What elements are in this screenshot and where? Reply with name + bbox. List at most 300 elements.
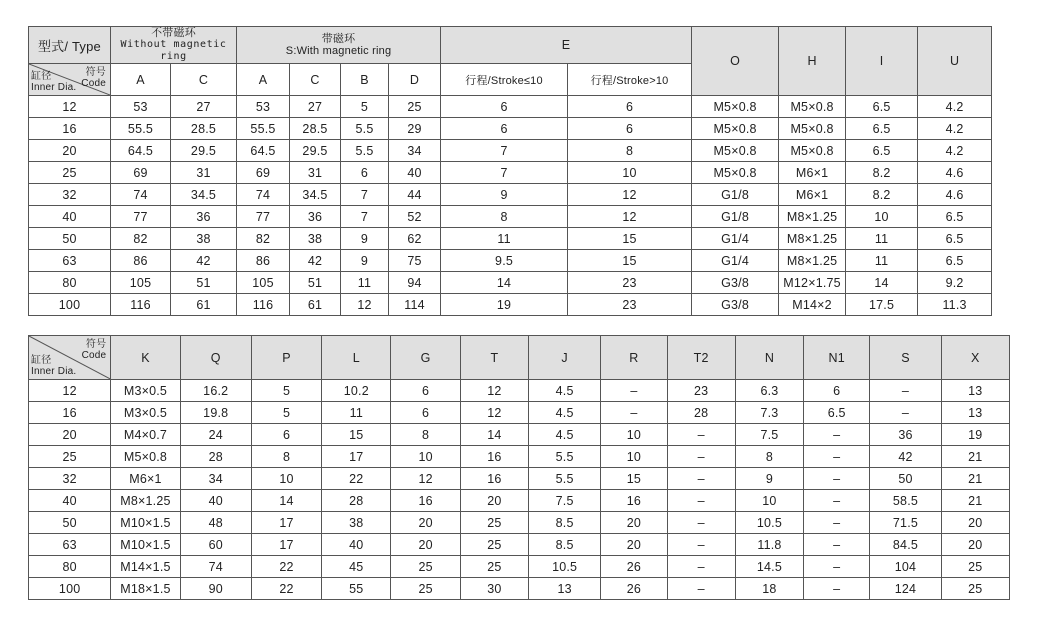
table-cell: 31 — [171, 162, 237, 184]
inner-dia-cell: 40 — [29, 206, 111, 228]
table-cell: M8×1.25 — [779, 250, 846, 272]
table-cell: 20 — [941, 512, 1009, 534]
table-row — [29, 424, 1010, 446]
inner-dia-cell: 25 — [29, 162, 111, 184]
col-header-j: J — [529, 336, 601, 380]
code-label-2: 符号 Code — [81, 339, 107, 361]
table-row — [29, 556, 1010, 578]
table-cell: 11 — [846, 250, 918, 272]
table-cell: M14×1.5 — [111, 556, 180, 578]
table-cell: 74 — [237, 184, 290, 206]
table-cell: G1/4 — [692, 250, 779, 272]
table-cell: 6 — [568, 96, 692, 118]
table-cell: 27 — [290, 96, 341, 118]
table-cell: M5×0.8 — [692, 140, 779, 162]
table-cell: 55 — [322, 578, 391, 600]
table-cell: 90 — [180, 578, 251, 600]
table-cell: 11.3 — [918, 294, 992, 316]
table-row — [29, 380, 1010, 402]
table-cell: M5×0.8 — [779, 96, 846, 118]
table-cell: 7.3 — [735, 402, 803, 424]
table-cell: 8.5 — [529, 512, 601, 534]
col-header-r: R — [601, 336, 667, 380]
table-cell: 25 — [389, 96, 441, 118]
table-cell: 64.5 — [111, 140, 171, 162]
table-cell: 29 — [389, 118, 441, 140]
table-cell: 77 — [237, 206, 290, 228]
magnet-cn: 带磁环 — [321, 33, 356, 45]
table-cell: 62 — [389, 228, 441, 250]
table-cell: 6.5 — [804, 402, 870, 424]
table-cell: 44 — [389, 184, 441, 206]
inner-dia-cell: 32 — [29, 468, 111, 490]
table-cell: 104 — [870, 556, 941, 578]
inner-dia-cell: 12 — [29, 96, 111, 118]
table-cell: 9 — [441, 184, 568, 206]
table-cell: M4×0.7 — [111, 424, 180, 446]
table-cell: – — [804, 534, 870, 556]
table-cell: 6 — [441, 96, 568, 118]
table-cell: 45 — [322, 556, 391, 578]
inner-dia-cell: 32 — [29, 184, 111, 206]
table-cell: 14 — [460, 424, 528, 446]
table-cell: 13 — [529, 578, 601, 600]
table-row — [29, 446, 1010, 468]
table-cell: M10×1.5 — [111, 512, 180, 534]
table-cell: 8 — [391, 424, 460, 446]
table-cell: 7 — [341, 206, 389, 228]
table-cell: 20 — [941, 534, 1009, 556]
table-cell: 34 — [180, 468, 251, 490]
table-cell: M5×0.8 — [692, 162, 779, 184]
table-cell: 25 — [941, 556, 1009, 578]
table-cell: 28.5 — [290, 118, 341, 140]
col-header-d: D — [389, 64, 441, 96]
col-header-n: N — [735, 336, 803, 380]
table-cell: M12×1.75 — [779, 272, 846, 294]
inner-dia-cell: 40 — [29, 490, 111, 512]
table-cell: 20 — [460, 490, 528, 512]
table-cell: 5.5 — [529, 446, 601, 468]
table-cell: 13 — [941, 402, 1009, 424]
table-cell: – — [804, 578, 870, 600]
table-cell: 15 — [322, 424, 391, 446]
table-cell: 34.5 — [171, 184, 237, 206]
table-cell: – — [804, 556, 870, 578]
e-header: E — [441, 27, 692, 64]
table-cell: 25 — [391, 556, 460, 578]
table-cell: – — [667, 556, 735, 578]
table-cell: – — [870, 380, 941, 402]
table-cell: 31 — [290, 162, 341, 184]
inner-dia-cell: 12 — [29, 380, 111, 402]
col-header-i: I — [846, 27, 918, 96]
table-cell: 6 — [341, 162, 389, 184]
table-cell: 5 — [341, 96, 389, 118]
table-cell: G1/8 — [692, 206, 779, 228]
col-header-c: C — [171, 64, 237, 96]
table-row — [29, 402, 1010, 424]
col-header-n1: N1 — [804, 336, 870, 380]
table-cell: 22 — [322, 468, 391, 490]
table-row — [29, 184, 992, 206]
table-cell: 22 — [251, 556, 321, 578]
table-cell: 116 — [237, 294, 290, 316]
table-cell: 9 — [341, 228, 389, 250]
table-cell: 6 — [441, 118, 568, 140]
col-header-x: X — [941, 336, 1009, 380]
table-cell: 12 — [460, 380, 528, 402]
table-cell: 28 — [322, 490, 391, 512]
inner-dia-cell: 100 — [29, 578, 111, 600]
table-cell: 84.5 — [870, 534, 941, 556]
inner-dia-cell: 100 — [29, 294, 111, 316]
table-cell: M5×0.8 — [779, 118, 846, 140]
table-cell: 55.5 — [111, 118, 171, 140]
table-cell: 23 — [568, 294, 692, 316]
table-cell: M14×2 — [779, 294, 846, 316]
table-row — [29, 294, 992, 316]
inner-dia-cell: 16 — [29, 118, 111, 140]
table-cell: 11 — [341, 272, 389, 294]
table-cell: 27 — [171, 96, 237, 118]
table-cell: 74 — [180, 556, 251, 578]
table-cell: 6 — [251, 424, 321, 446]
inner-dia-cell: 25 — [29, 446, 111, 468]
table-cell: 20 — [601, 534, 667, 556]
table-cell: 11 — [846, 228, 918, 250]
table-cell: 25 — [460, 534, 528, 556]
table-cell: 17 — [322, 446, 391, 468]
table-cell: 6.5 — [918, 250, 992, 272]
table-cell: 116 — [111, 294, 171, 316]
table-cell: 105 — [111, 272, 171, 294]
table-cell: M5×0.8 — [692, 118, 779, 140]
table-cell: M10×1.5 — [111, 534, 180, 556]
table-cell: M3×0.5 — [111, 380, 180, 402]
table-cell: 5.5 — [341, 118, 389, 140]
table-cell: 51 — [290, 272, 341, 294]
table-cell: 6 — [391, 380, 460, 402]
table-row — [29, 512, 1010, 534]
col-header-o: O — [692, 27, 779, 96]
col-header-c-s: C — [290, 64, 341, 96]
table-cell: 17 — [251, 512, 321, 534]
table-cell: 77 — [111, 206, 171, 228]
table-cell: 16 — [391, 490, 460, 512]
table-cell: 14 — [251, 490, 321, 512]
table-cell: G3/8 — [692, 272, 779, 294]
table-cell: 16 — [601, 490, 667, 512]
table-cell: 15 — [568, 250, 692, 272]
inner-dia-cell: 80 — [29, 556, 111, 578]
table-cell: 21 — [941, 446, 1009, 468]
table-cell: M18×1.5 — [111, 578, 180, 600]
table-cell: 6.5 — [918, 228, 992, 250]
table-cell: 21 — [941, 490, 1009, 512]
table-cell: 64.5 — [237, 140, 290, 162]
table-row — [29, 272, 992, 294]
table-cell: 4.2 — [918, 96, 992, 118]
table-row — [29, 490, 1010, 512]
table-cell: M8×1.25 — [779, 206, 846, 228]
col-header-k: K — [111, 336, 180, 380]
col-header-b: B — [341, 64, 389, 96]
table-row — [29, 118, 992, 140]
col-header-q: Q — [180, 336, 251, 380]
table-cell: G1/8 — [692, 184, 779, 206]
table-cell: 42 — [290, 250, 341, 272]
table-cell: 12 — [460, 402, 528, 424]
code-label: 符号 Code — [81, 67, 106, 89]
table-cell: 19.8 — [180, 402, 251, 424]
table-cell: – — [804, 512, 870, 534]
table-cell: 86 — [237, 250, 290, 272]
table-cell: 34 — [389, 140, 441, 162]
table-cell: 6.3 — [735, 380, 803, 402]
table-cell: – — [870, 402, 941, 424]
table-cell: – — [667, 446, 735, 468]
col-header-l: L — [322, 336, 391, 380]
table-cell: 10 — [391, 446, 460, 468]
table-cell: – — [667, 468, 735, 490]
table-cell: 14 — [441, 272, 568, 294]
table-cell: 12 — [341, 294, 389, 316]
inner-dia-cell: 50 — [29, 512, 111, 534]
table-cell: 20 — [391, 534, 460, 556]
table-cell: 10.2 — [322, 380, 391, 402]
table-cell: 8.2 — [846, 184, 918, 206]
col-header-a-s: A — [237, 64, 290, 96]
table-cell: 10 — [568, 162, 692, 184]
table-cell: 16 — [460, 468, 528, 490]
table-cell: M8×1.25 — [779, 228, 846, 250]
table-cell: 16 — [460, 446, 528, 468]
table-cell: 7 — [341, 184, 389, 206]
table-cell: 30 — [460, 578, 528, 600]
table-cell: 10 — [735, 490, 803, 512]
table-cell: 86 — [111, 250, 171, 272]
table-cell: 9 — [735, 468, 803, 490]
table-cell: 20 — [391, 512, 460, 534]
inner-dia-cell: 20 — [29, 424, 111, 446]
table-cell: 38 — [171, 228, 237, 250]
col-header-g: G — [391, 336, 460, 380]
table-cell: 5.5 — [341, 140, 389, 162]
table-cell: 18 — [735, 578, 803, 600]
table-cell: 7.5 — [529, 490, 601, 512]
table-cell: 14 — [846, 272, 918, 294]
table-row — [29, 534, 1010, 556]
table-cell: 8.2 — [846, 162, 918, 184]
table-cell: 5 — [251, 402, 321, 424]
table-cell: 60 — [180, 534, 251, 556]
inner-dia-cell: 50 — [29, 228, 111, 250]
table-cell: – — [667, 578, 735, 600]
table-cell: 25 — [460, 512, 528, 534]
table-cell: 4.5 — [529, 424, 601, 446]
dimensions-table-2 — [28, 335, 1010, 600]
inner-dia-cell: 80 — [29, 272, 111, 294]
table-cell: – — [601, 380, 667, 402]
table-cell: M8×1.25 — [111, 490, 180, 512]
table-row — [29, 96, 992, 118]
table-cell: 40 — [322, 534, 391, 556]
table-cell: 9.2 — [918, 272, 992, 294]
no-magnet-en: Without magnetic ring — [120, 39, 227, 62]
no-magnet-cn: 不带磁环 — [151, 27, 196, 39]
table-cell: 50 — [870, 468, 941, 490]
table-cell: 6 — [804, 380, 870, 402]
table-cell: 28 — [667, 402, 735, 424]
table-cell: 9.5 — [441, 250, 568, 272]
table-cell: M5×0.8 — [692, 96, 779, 118]
table-cell: 11 — [322, 402, 391, 424]
col-header-h: H — [779, 27, 846, 96]
table-cell: 28.5 — [171, 118, 237, 140]
table-cell: 12 — [568, 206, 692, 228]
table-cell: 11 — [441, 228, 568, 250]
table-cell: 36 — [171, 206, 237, 228]
table-cell: 7 — [441, 140, 568, 162]
table-cell: 4.6 — [918, 184, 992, 206]
table-cell: 10.5 — [529, 556, 601, 578]
table-row — [29, 578, 1010, 600]
inner-dia-cell: 20 — [29, 140, 111, 162]
table-cell: – — [804, 490, 870, 512]
table-cell: 20 — [601, 512, 667, 534]
table-cell: 26 — [601, 578, 667, 600]
table-cell: 12 — [568, 184, 692, 206]
table-cell: 17 — [251, 534, 321, 556]
table-cell: 4.6 — [918, 162, 992, 184]
table-cell: G3/8 — [692, 294, 779, 316]
table-cell: 6.5 — [846, 140, 918, 162]
table-cell: – — [804, 468, 870, 490]
table-cell: 8 — [251, 446, 321, 468]
table-cell: M6×1 — [779, 184, 846, 206]
table-cell: 11.8 — [735, 534, 803, 556]
table-cell: 25 — [391, 578, 460, 600]
table-cell: M3×0.5 — [111, 402, 180, 424]
table-cell: 23 — [568, 272, 692, 294]
inner-dia-label-2: 缸径 Inner Dia. — [31, 355, 77, 377]
table-row — [29, 162, 992, 184]
table-cell: M6×1 — [779, 162, 846, 184]
code-diameter-header — [29, 64, 111, 96]
table-cell: 40 — [389, 162, 441, 184]
table-cell: 82 — [237, 228, 290, 250]
table-cell: 8 — [568, 140, 692, 162]
table-cell: M5×0.8 — [111, 446, 180, 468]
inner-dia-cell: 63 — [29, 534, 111, 556]
table-cell: – — [804, 424, 870, 446]
table-cell: 34.5 — [290, 184, 341, 206]
table-cell: 52 — [389, 206, 441, 228]
table-cell: 24 — [180, 424, 251, 446]
table-cell: – — [667, 512, 735, 534]
table-cell: 69 — [237, 162, 290, 184]
magnet-en: S:With magnetic ring — [285, 45, 392, 57]
table-cell: 61 — [290, 294, 341, 316]
table-cell: 19 — [941, 424, 1009, 446]
col-header-a: A — [111, 64, 171, 96]
table-row — [29, 140, 992, 162]
col-header-p: P — [251, 336, 321, 380]
table-cell: 94 — [389, 272, 441, 294]
table-cell: 124 — [870, 578, 941, 600]
table-cell: 42 — [171, 250, 237, 272]
inner-dia-cell: 63 — [29, 250, 111, 272]
table-row — [29, 206, 992, 228]
table-cell: 21 — [941, 468, 1009, 490]
col-header-t: T — [460, 336, 528, 380]
table-cell: 40 — [180, 490, 251, 512]
type-header: 型式/ Type — [29, 27, 111, 64]
table-cell: 26 — [601, 556, 667, 578]
table-cell: – — [804, 446, 870, 468]
table-cell: 10 — [601, 424, 667, 446]
table-cell: 71.5 — [870, 512, 941, 534]
code-diameter-header-2 — [29, 336, 111, 380]
table-cell: 55.5 — [237, 118, 290, 140]
table-cell: – — [667, 424, 735, 446]
table-cell: 6.5 — [918, 206, 992, 228]
table-row — [29, 228, 992, 250]
table-cell: 51 — [171, 272, 237, 294]
table-cell: 8.5 — [529, 534, 601, 556]
table-cell: 105 — [237, 272, 290, 294]
table-cell: 4.5 — [529, 402, 601, 424]
inner-dia-cell: 16 — [29, 402, 111, 424]
table-row — [29, 250, 992, 272]
table-cell: 48 — [180, 512, 251, 534]
table-cell: 58.5 — [870, 490, 941, 512]
table-cell: 7 — [441, 162, 568, 184]
table-cell: 25 — [941, 578, 1009, 600]
table-cell: 16.2 — [180, 380, 251, 402]
table-cell: 22 — [251, 578, 321, 600]
table-cell: 61 — [171, 294, 237, 316]
table-cell: – — [667, 534, 735, 556]
table-cell: M5×0.8 — [779, 140, 846, 162]
table-cell: 25 — [460, 556, 528, 578]
table-cell: 74 — [111, 184, 171, 206]
table-cell: 114 — [389, 294, 441, 316]
table-cell: 5.5 — [529, 468, 601, 490]
col-header-u: U — [918, 27, 992, 96]
table-cell: 28 — [180, 446, 251, 468]
col-header-s: S — [870, 336, 941, 380]
table-cell: M6×1 — [111, 468, 180, 490]
col-header-stroke-le10: 行程/Stroke≤10 — [441, 64, 568, 96]
table-cell: 38 — [322, 512, 391, 534]
table-cell: 36 — [870, 424, 941, 446]
table-cell: 5 — [251, 380, 321, 402]
table-cell: 17.5 — [846, 294, 918, 316]
table-cell: 8 — [735, 446, 803, 468]
table-cell: 19 — [441, 294, 568, 316]
table-cell: 29.5 — [290, 140, 341, 162]
table-cell: 9 — [341, 250, 389, 272]
table-cell: 42 — [870, 446, 941, 468]
table-cell: 8 — [441, 206, 568, 228]
table-cell: 7.5 — [735, 424, 803, 446]
table-cell: 12 — [391, 468, 460, 490]
no-magnet-header — [111, 27, 237, 64]
table-cell: 15 — [601, 468, 667, 490]
table-cell: – — [667, 490, 735, 512]
